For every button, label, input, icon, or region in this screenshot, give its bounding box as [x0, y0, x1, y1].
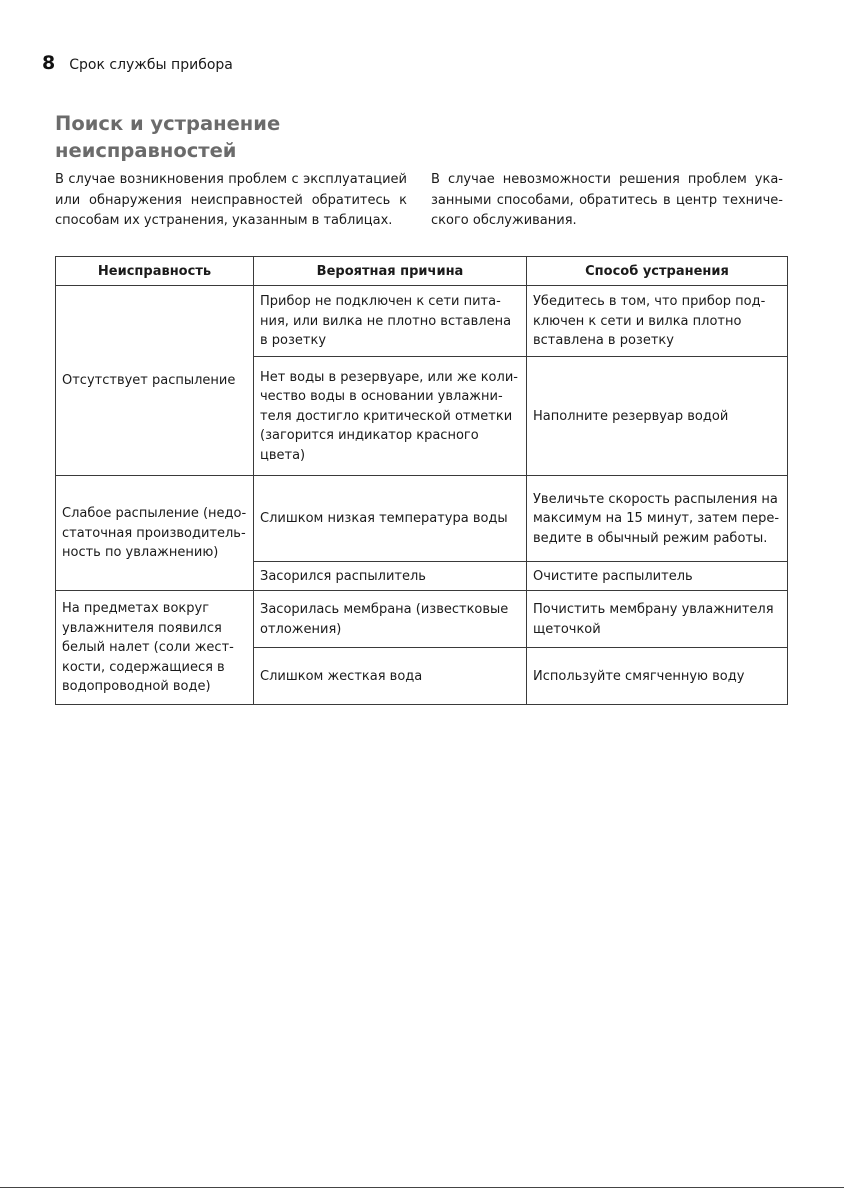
intro-right-paragraph: В случае невозможности решения проблем ука-занными способами, обратитесь в центр техниче-ского обслуживания.	[431, 172, 783, 228]
remedy-cell: Почистить мембрану увлажнителя щеточкой	[527, 591, 788, 648]
section-title	[55, 110, 280, 164]
intro-left-paragraph: В случае возникновения проблем с эксплуатацией или обнаружения неисправностей обратитесь к способам их устранения, указанным в таблицах.	[55, 172, 407, 228]
fault-cell: Отсутствует распыление	[56, 286, 254, 476]
fault-cell: На предметах вокруг увлажнителя появился белый налет (соли жест-кости, содержащиеся в водопроводной воде)	[56, 591, 254, 705]
remedy-cell: Наполните резервуар водой	[527, 357, 788, 476]
section-title-line2: неисправностей	[55, 139, 237, 162]
cause-cell: Нет воды в резервуаре, или же коли-чество воды в основании увлажни-теля достигло критической отметки (загорится индикатор красного цвета)	[254, 357, 527, 476]
remedy-cell: Увеличьте скорость распыления на максимум на 15 минут, затем пере-ведите в обычный режим работы.	[527, 476, 788, 562]
header-title: Срок службы прибора	[69, 57, 233, 73]
cause-cell: Засорилась мембрана (известковые отложения)	[254, 591, 527, 648]
header-fault: Неисправность	[56, 257, 254, 286]
header-cause: Вероятная причина	[254, 257, 527, 286]
cause-cell: Слишком низкая температура воды	[254, 476, 527, 562]
remedy-cell: Используйте смягченную воду	[527, 648, 788, 705]
table-header-row	[56, 257, 788, 286]
remedy-cell: Убедитесь в том, что прибор под-ключен к сети и вилка плотно вставлена в розетку	[527, 286, 788, 357]
cause-cell: Засорился распылитель	[254, 562, 527, 591]
section-title-line1: Поиск и устранение	[55, 112, 281, 135]
remedy-cell: Очистите распылитель	[527, 562, 788, 591]
footer-rule	[0, 1187, 844, 1188]
troubleshooting-table	[55, 256, 788, 705]
cause-cell: Слишком жесткая вода	[254, 648, 527, 705]
table-row	[56, 286, 788, 357]
table-row	[56, 591, 788, 648]
page-number: 8	[42, 52, 56, 74]
fault-cell: Слабое распыление (недо-статочная производитель-ность по увлажнению)	[56, 476, 254, 591]
cause-cell: Прибор не подключен к сети пита-ния, или вилка не плотно вставлена в розетку	[254, 286, 527, 357]
table-row	[56, 476, 788, 562]
header-remedy: Способ устранения	[527, 257, 788, 286]
page-header	[42, 52, 233, 74]
